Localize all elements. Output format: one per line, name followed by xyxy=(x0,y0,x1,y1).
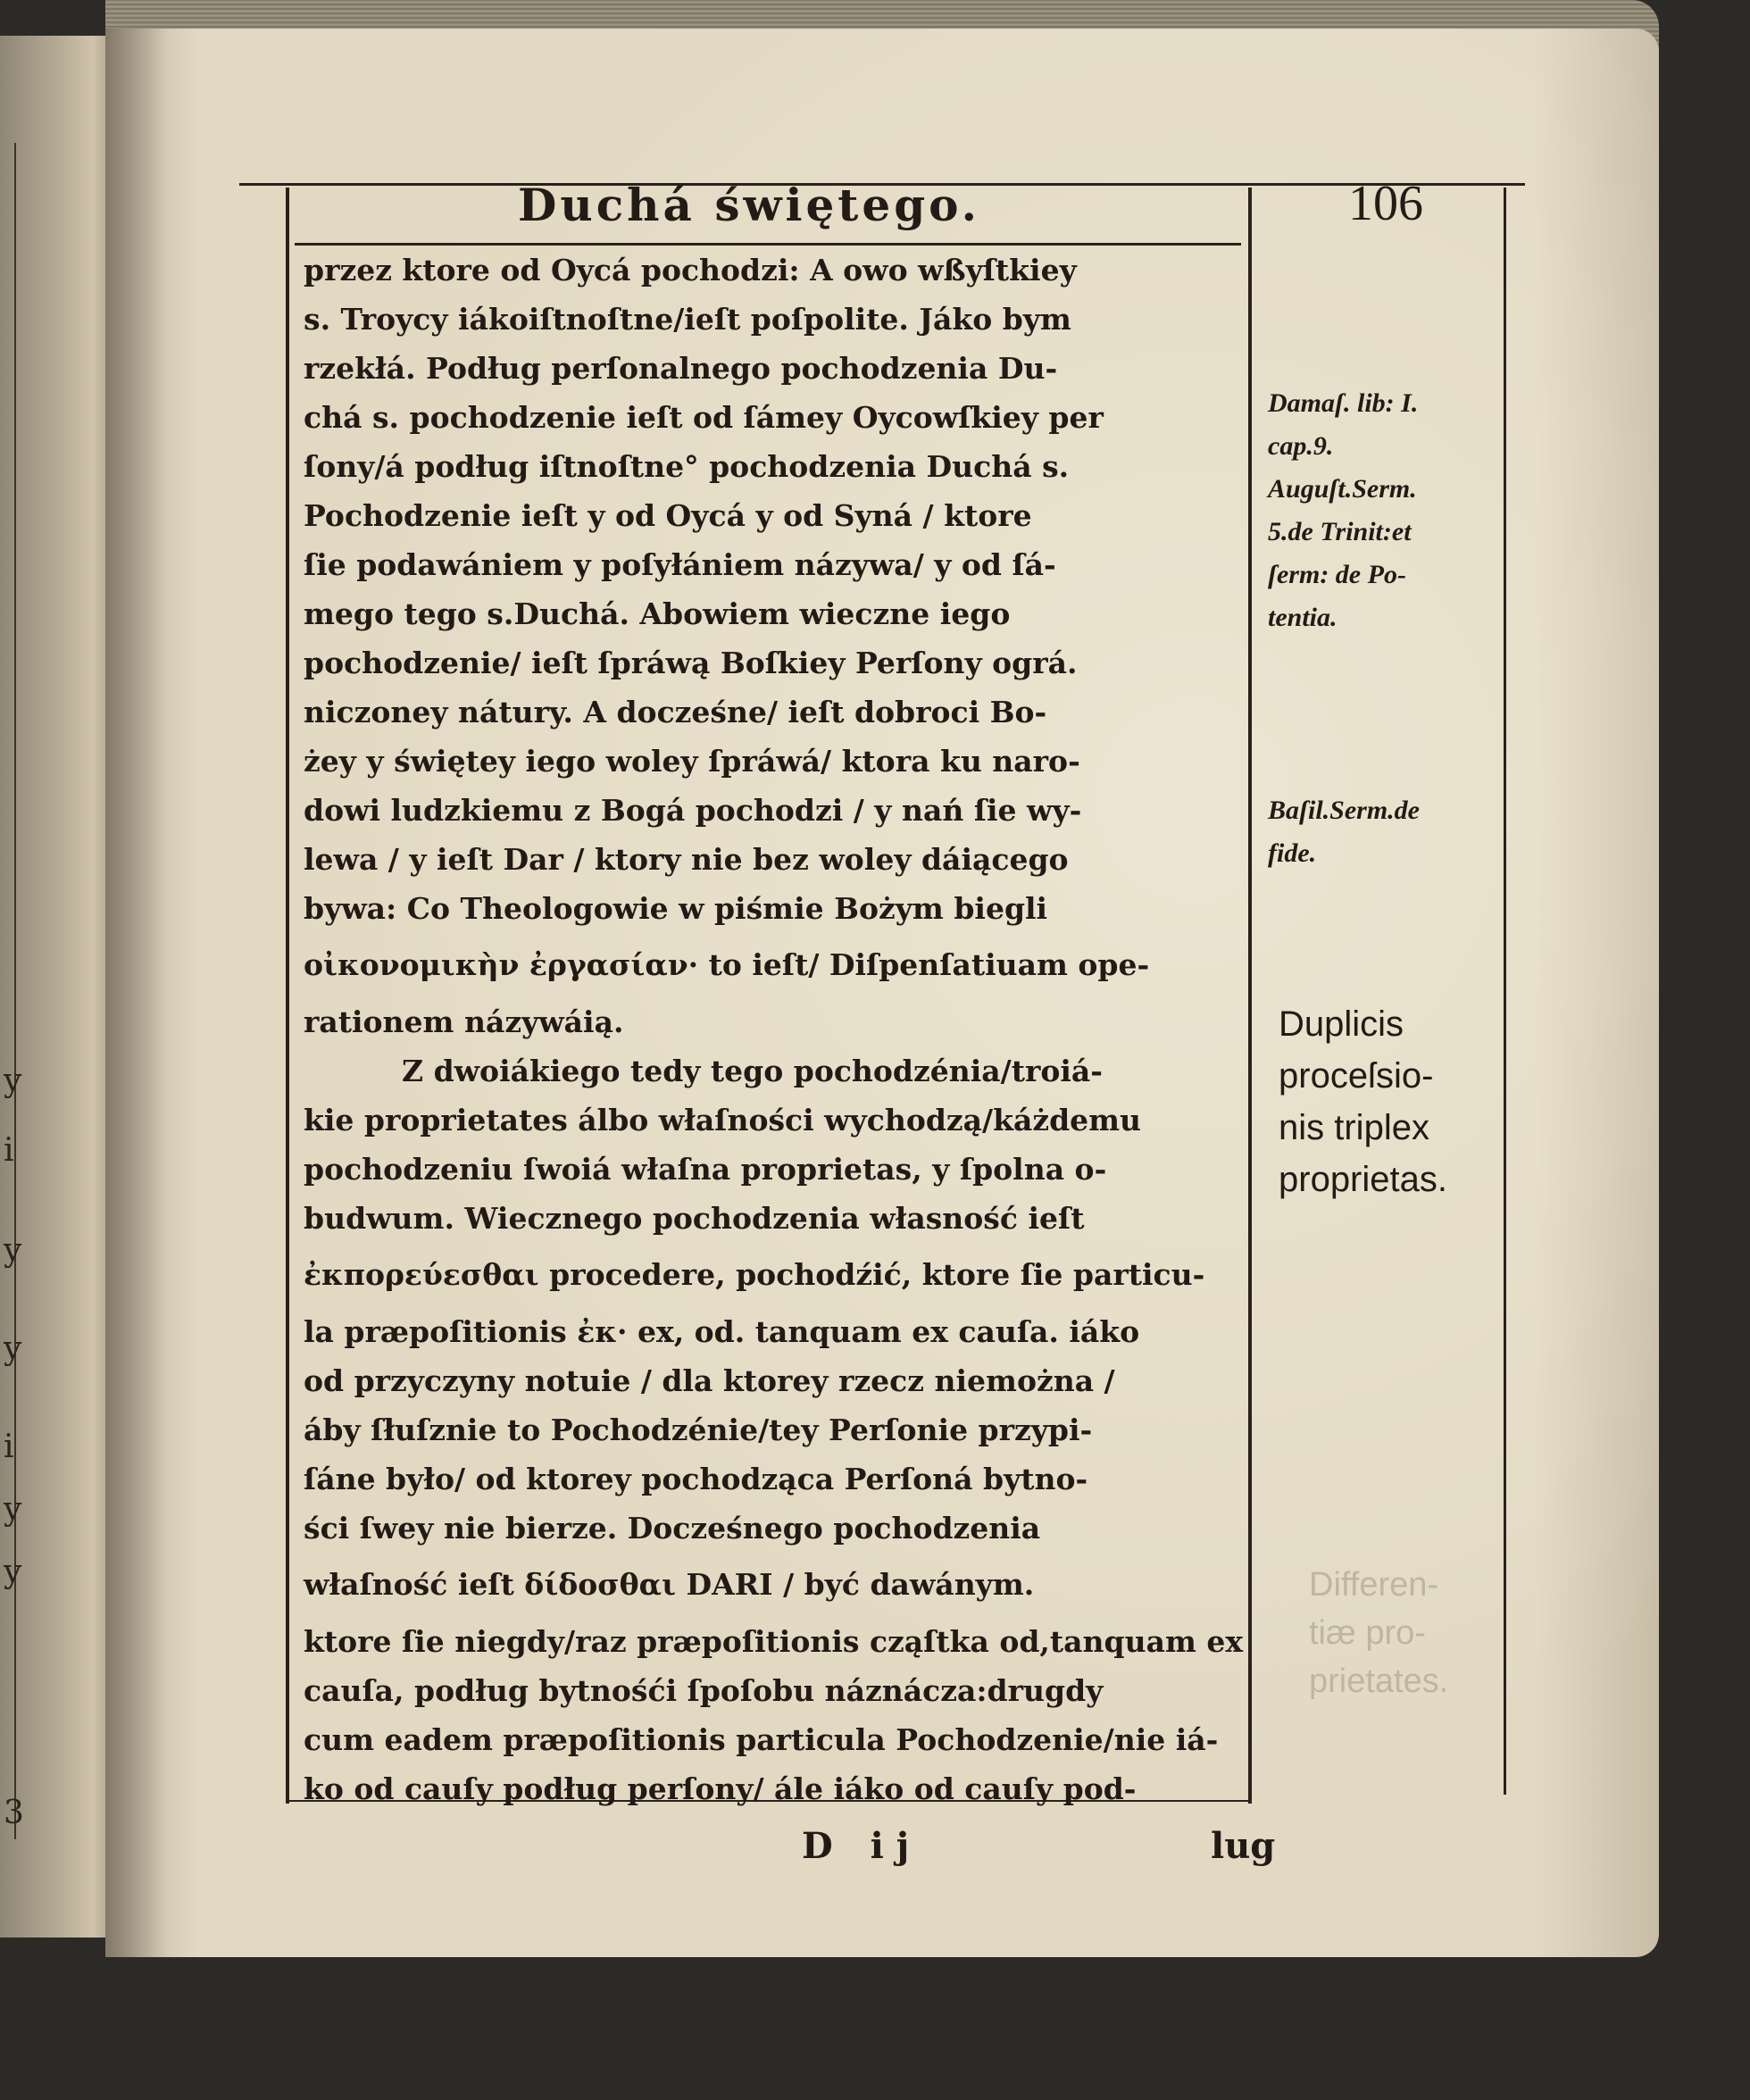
text-line: la præpoſitionis ἐκ· ex, od. tanquam ex cauſa. iáko xyxy=(304,1314,1140,1349)
left-page-fragment: y xyxy=(4,1232,22,1269)
margin-note-line: Duplicis xyxy=(1279,1004,1404,1044)
text-line: od przyczyny notuie / dla ktorey rzecz niemożna / xyxy=(304,1363,1115,1398)
left-page-fragment: i xyxy=(4,1429,14,1465)
text-line: lewa / y ieſt Dar / ktory nie bez woley dáiącego xyxy=(304,842,1069,877)
running-head: Duchá świętego. xyxy=(518,179,981,231)
text-line: kie proprietates álbo właſności wychodzą/káżdemu xyxy=(304,1103,1142,1138)
show-through-note xyxy=(1309,1561,1505,1705)
text-line: rationem názywáią. xyxy=(304,1004,624,1039)
margin-note-basil xyxy=(1268,789,1518,875)
margin-note-damascenus xyxy=(1268,382,1518,639)
text-line: dowi ludzkiemu z Bogá pochodzi / y nań ſie wy- xyxy=(304,793,1082,828)
margin-note-line: 5.de Trinit:et xyxy=(1268,517,1412,546)
text-line: pochodzenie/ ieſt ſpráwą Boſkiey Perſony ográ. xyxy=(304,646,1078,680)
text-line-greek: właſność ieſt δίδοσθαι DARI / być dawánym. xyxy=(304,1567,1035,1602)
text-line: ſony/á podług iſtnoſtne° pochodzenia Duchá s. xyxy=(304,449,1070,484)
text-line: áby ſłuſznie to Pochodzénie/tey Perſonie przypi- xyxy=(304,1412,1093,1447)
text-line: ko od cauſy podług perſony/ ále iáko od cauſy pod- xyxy=(304,1771,1137,1806)
margin-note-line: cap.9. xyxy=(1268,431,1334,461)
left-page-edge xyxy=(0,36,116,1938)
show-through-line: Differen- xyxy=(1309,1566,1439,1604)
signature-mark: D ij xyxy=(802,1825,922,1867)
show-through-line: tiæ pro- xyxy=(1309,1614,1426,1652)
left-page-fragment: y xyxy=(4,1491,22,1528)
margin-note-line: Damaſ. lib: I. xyxy=(1268,388,1419,418)
text-line: niczoney nátury. A docześne/ ieſt dobroci Bo- xyxy=(304,695,1047,729)
margin-note-line: nis triplex xyxy=(1279,1108,1429,1147)
text-line: cauſa, podług bytnośći ſpoſobu náznácza:drugdy xyxy=(304,1673,1104,1708)
gutter-shadow xyxy=(105,29,168,1957)
text-line: rzekłá. Podług perſonalnego pochodzenia Du- xyxy=(304,351,1058,386)
left-page-fragment: 3 xyxy=(4,1795,24,1831)
margin-note-line: Auguſt.Serm. xyxy=(1268,474,1417,504)
text-line: żey y świętey iego woley ſpráwá/ ktora ku naro- xyxy=(304,744,1080,779)
margin-note-line: proceſsio- xyxy=(1279,1056,1434,1096)
text-line-greek: οἰκονομικὴν ἐργασίαν· to ieſt/ Diſpenſatiuam ope- xyxy=(304,947,1150,982)
margin-note-line: tentia. xyxy=(1268,603,1338,632)
paragraph-start-line: Z dwoiákiego tedy tego pochodzénia/troiá- xyxy=(402,1054,1103,1088)
text-line: ktore ſie niegdy/raz præpoſitionis cząſtka od,tanquam ex xyxy=(304,1624,1244,1659)
text-line: ſáne było/ od ktorey pochodząca Perſoná bytno- xyxy=(304,1462,1088,1496)
show-through-line: prietates. xyxy=(1309,1662,1449,1700)
text-line: chá s. pochodzenie ieſt od ſámey Oycowſkiey per xyxy=(304,400,1104,435)
left-page-fragment: y xyxy=(4,1062,22,1099)
text-line: cum eadem præpoſitionis particula Pochodzenie/nie iá- xyxy=(304,1722,1219,1757)
text-line: przez ktore od Oycá pochodzi: A owo wßyſtkiey xyxy=(304,253,1077,288)
text-line: ści ſwey nie bierze. Docześnego pochodzenia xyxy=(304,1511,1041,1546)
text-line: mego tego s.Duchá. Abowiem wieczne iego xyxy=(304,596,1011,631)
left-page-fragment: y xyxy=(4,1554,22,1590)
text-line: bywa: Co Theologowie w piśmie Bożym biegli xyxy=(304,891,1048,926)
left-page-fragment: i xyxy=(4,1132,14,1169)
page-number: 106 xyxy=(1348,176,1423,231)
text-line: Pochodzenie ieſt y od Oycá y od Syná / ktore xyxy=(304,498,1032,533)
margin-note-line: fide. xyxy=(1268,838,1317,868)
text-line: pochodzeniu ſwoiá właſna proprietas, y ſpolna o- xyxy=(304,1152,1107,1187)
text-line: budwum. Wiecznego pochodzenia własność ieſt xyxy=(304,1201,1085,1236)
catchword: lug xyxy=(1211,1825,1276,1867)
margin-note-line: ſerm: de Po- xyxy=(1268,560,1406,589)
text-line-greek: ἐκπορεύεσθαι procedere, pochodźić, ktore ſie particu- xyxy=(304,1257,1205,1292)
margin-note-duplicis xyxy=(1279,998,1529,1205)
margin-note-line: proprietas. xyxy=(1279,1160,1447,1199)
frame-rule-left xyxy=(286,188,289,1804)
text-line: ſie podawániem y poſyłániem názywa/ y od ſá- xyxy=(304,547,1056,582)
main-text-block xyxy=(304,246,1250,1813)
text-line: s. Troycy iákoiſtnoſtne/ieſt poſpolite. Jáko bym xyxy=(304,302,1071,337)
margin-note-line: Baſil.Serm.de xyxy=(1268,796,1420,825)
left-page-fragment: y xyxy=(4,1330,22,1367)
